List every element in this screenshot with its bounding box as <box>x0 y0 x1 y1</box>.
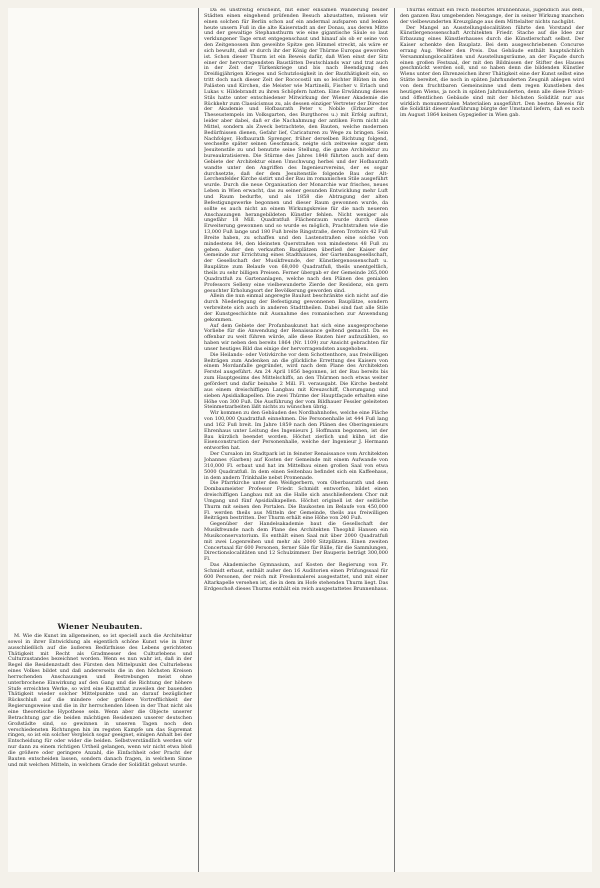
column-divider <box>198 8 199 872</box>
column-2-paragraph: Die Pfarrkirche unter den Weißgerbern, vom Oberbaurath und dem Dombaumeister Professor Friedr. Schmidt entworfen, bildet einen dreischiffigen Langbau mit an die Halle sich anschließendem Chor mit Umgang und fünf Apsidialkapellen. Höchst originell ist der seitliche Thurm mit seinen den Portalen. Die Baukosten im Belaufe von 450,000 Fl. werden theils aus Mitteln der Gemeinde, theils aus freiwilligen Beiträgen bestritten. Der Thurm erhält eine Höhe von 240 Fuß. <box>204 480 388 522</box>
column-3-paragraph: Thurms enthält ein reich möblirtes Brunnenhaus, jugendlich aus dem, den ganzen Bau umgebenden Neugange, der in seiner Wirkung manchen der vielbewunderten Kreuzgänge aus dem Mittelalter nichts nachgibt. <box>400 8 584 25</box>
column-1-top-space <box>8 8 192 622</box>
column-divider <box>394 8 395 872</box>
column-3 <box>400 8 584 872</box>
column-2-paragraph: Wir kommen zu den Gebäuden des Nordbahnhofes, welche eine Fläche von 100,000 Quadratfuß einnehmen. Die Personenhalle ist 444 Fuß lang und 162 Fuß breit. Im Jahre 1859 nach den Plänen des Oberingenieurs Ehrenhaus unter Leitung des Ingenieurs J. Hoffmann begonnen, ist der Bau kürzlich beendet worden. Höchst zierlich und kühn ist die Eisenconstruction der Personenhalle, welche der Ingenieur J. Hermann entworfen hat. <box>204 410 388 452</box>
column-2 <box>204 8 388 872</box>
column-2-paragraph: Da es unstreitig erscheint, mit einer einsamen Wanderung beider Städten einen eingehend prüfenden Besuch abzustatten, müssen wir einen solchen für Berlin schon auf ein andermal aufsparen und lenken heute unsern Fuß in die alte Kaiserstadt an der Donau, aus deren Mitte und der gewaltige Stephansthurm wie eine gigantische Säule so laut verklungener Tage ernst entgegenschaut und hinauf als ob er seine von den Zeitgenossen ihm geweihte Spitze gen Himmel streckt, als wäre er sich bewußt, daß er durch ihr der König der Thürme Europas geworden ist. Schon dieser Thurm ist ein Beweis dafür, daß Wien einst der Sitz einer der hervorragendsten Baustätten Deutschlands war und trat auch in der Zeit der Türkenkriege und bis nach Beendigung des Dreißigjährigen Krieges und Schutzlosigkeit in der Bauthätigkeit ein, so tritt doch nach dieser Zeit der Rococostil um so leichter Blüten in den Palästen und Kirchen, die Meister wie Martinelli, Fischer v. Erlach und Lukas v. Hildebrandt zu ihren Schöpfern hatten. Eine Erwähnung dieses Stils hatte unter entschiedener Mitwirkung der Wiener Akademie die Rückkehr zum Classicismus zu, als dessen einziger Vertreter der Director der Akademie und Hofbaurath Peter v. Nobile (Erbauer des Theseustempels im Volksgarten, des Burgthores u.) mit Erfolg auftrat, leider aber dabei, daß er die Nachahmung der antiken Form nicht als Mittel, sondern als Zweck betrachtete, den Bauten, welche modernen Bedürfnissen dienen, Gefahr lief, Caricaturen zu Wege zu bringen. Sein Nachfolger, Hofbaurath Sprenger, früher derselben Richtung folgend, wechselte später seinen Geschmack, neigte sich zeitweise sogar dem Jesuitenstile zu und benutzte seine Stellung, die ganze Architektur zu bureaukratisieren. Die Stürme des Jahres 1848 führten auch auf dem Gebiete der Architektur einen Umschwung herbei und der Hofbaurath wandte unter den Angriffen des Ingenieurvereins, der es sogar durchsetzte, daß der dem Jesuitenstile folgende Bau der Alt-Lerchenfelder Kirche sistirt und der Bau im romanischen Stile ausgeführt wurde. Durch die neue Organisation der Monarchie war frisches, neues Leben in Wien erwacht, das zu seiner gesunden Entwicklung mehr Luft und Raum bedurfte, und als 1858 die Abtragung der alten Befestigungswerke begonnen und dieser Raum gewonnen wurde, da sollte es auch nicht an einem Wirkungskreise für die nach neueren Anschauungen herangebildeten Künstler fehlen. Nicht weniger als ungefähr 18 Mill. Quadratfuß Flächenraum wurde durch diese Erweiterung gewonnen und so wurde es möglich, Prachtstraßen wie die 13,000 Fuß lange und 180 Fuß breite Ringstraße, deren Trottoirs 42 Fuß Breite haben, zu schaffen und den Lastenstraßen eine solche von mindestens 84, den kleinsten Querstraßen von mindestens 48 Fuß zu geben. Außer den verkauften Bauplätzen überließ der Kaiser der Gemeinde zur Errichtung eines Stadthauses, der Gartenbaugesellschaft, der Gesellschaft der Musikfreunde, der Künstlergenossenschaft u. Bauplätze zum Belaufe von 68,000 Quadratfuß, theils unentgeltlich, theils zu sehr billigen Preisen. Ferner übergab er der Gemeinde 265,000 Quadratfuß zu Gartenanlagen, welche nach den Plänen des genialen Professors Selleny eine vielbewunderte Zierde der Residenz, ein gern gesuchter Erholungsort der Bevölkerung geworden sind. <box>204 8 388 294</box>
column-2-paragraph: Allein die nun einmal angeregte Baulust beschränkte sich nicht auf die durch Niederlegung der Befestigung gewonnenen Bauplätze, sondern verbreitete sich auch in anderen Stadttheilen. Dabei sind fast alle Stile der Kunstgeschichte mit Ausnahme des romanischen zur Anwendung gekommen. <box>204 293 388 323</box>
column-2-paragraph: Auf dem Gebiete der Profanbaukunst hat sich eine ausgesprochene Vorliebe für die Anwendung der Renaissance geltend gemacht. Da es offenbar zu weit führen würde, alle diese Bauten hier aufzuzählen, so haben wir neben den bereits 1864 (Nr. 1109) zur Ansicht gebrachten für unser heutiges Bild das einige der hervorragendsten ausgehoben. <box>204 322 388 352</box>
section-title: Wiener Neubauten. <box>57 622 143 631</box>
column-2-paragraph: Die Heilands- oder Votivkirche vor dem Schottenthore, aus freiwilligen Beiträgen zum Andenken an die glückliche Errettung des Kaisers von einem Mordanfalle gegründet, wird nach dem Plane des Architekten Ferstel ausgeführt. Am 24 April 1856 begonnen, ist der Bau bereits bis zum Hauptgesims des Mittelschiffs, an den Thürmen noch etwas weiter gefördert und dafür beinahe 2 Mill. Fl. verausgabt. Die Kirche besteht aus einem dreischiffigen Langbau mit Kreuzschiff, Chorumgang und sieben Apsidialkapellen. Die zwei Thürme der Hauptfaçade erhalten eine Höhe von 300 Fuß. Die Ausführung der vom Bildhauer Fessler geleiteten Steinmetzarbeiten läßt nichts zu wünschen übrig. <box>204 351 388 411</box>
column-2-paragraph: Der Cursalon im Stadtpark ist in feinster Renaissance vom Architekten Johannes (Garben) auf Kosten der Gemeinde mit einem Aufwande von 310,000 Fl. erbaut und hat im Mittelbau einen großen Saal von etwa 5000 Quadratfuß. In dem einen Seitenbau befindet sich ein Kaffeehaus, in dem andern Trinkhalle nebst Promenade. <box>204 451 388 481</box>
column-2-paragraph: Gegenüber der Handelsakademie baut die Gesellschaft der Musikfreunde nach dem Plane des Architekten Theophil Hansen ein Musikconservatorium. Es enthält einen Saal mit über 2000 Quadratfuß mit zwei Logenreihen und mehr als 2000 Sitzplätzen. Einen zweiten Concertsaal für 600 Personen, ferner Säle für Bälle, für die Sammlungen, Directionslocalitäten und 12 Schulzimmer. Der Bauperis beträgt 300,000 Fl. <box>204 521 388 563</box>
column-1-paragraph: M. Wie die Kunst im allgemeinen, so ist speciell auch die Architektur sowol in ihrer Entwicklung als eigentlich schöne Kunst wie in ihrer ausschließlich auf die äußeren Bedürfnisse des Lebens gerichteten Thätigkeit mit Recht als Gradmesser des Culturlebens und Culturzustandes bezeichnet worden. Wenn es nun wahr ist, daß in der Regel die Residenzstadt des Fürsten den Mittelpunkt des Culturlebens eines Volkes bildet und daß andererseits die in den höchsten Kreisen herrschenden Anschauungen und Bestrebungen meist ohne unterbrochene Einwirkung auf den Gang und die Richtung der höhere Stufe erreichten Werke, so wird eine Kunstthat zuweilen der bauenden Thätigkeit wieder solcher Mittelpunkte und an darauf bezüglicher Rückschluß auf die mindere oder größere Vortrefflichkeit der Regierungsweise und die in ihr herrschenden Ideen in der That nicht als eine theoretische Hypothese sein. Wenn aber die Objecte unserer Betrachtung gar die beiden mächtigen Residenzen unserer deutschen Großstädte sind, so gewinnen in unseren Tagen noch den verschiedensten Richtungen hin im regsten Kampfe um das Supremat ringen, so ist ein solcher Vergleich sogar geeignet, einigen Anhalt bei der Entscheidung für oder wider die beiden. Selbstverständlich werden wir nur dann zu einem richtigen Urtheil gelangen, wenn wir nicht etwa bloß die größere oder geringere Anzahl, die Einfachheit oder Pracht der Bauten entscheiden lassen, sondern danach fragen, in welchem Sinne und mit welchen Mitteln, in welchem Grade der Solidität gebaut wurde. <box>8 633 192 768</box>
column-2-paragraph: Das Akademische Gymnasium, auf Kosten der Regierung von Fr. Schmidt erbaut, enthält außer den 16 Auditorien einen Prüfungssaal für 600 Personen, der reich mit Freskomalerei ausgestattet, und mit einer Altarkapelle versehen ist, die in dem im Hofe stehenden Thurm liegt. Das Erdgeschoß dieses Thurms enthält ein reich ausgestattetes Brunnenhaus. <box>204 562 388 592</box>
newspaper-page <box>8 8 592 872</box>
column-3-paragraph: Der Mangel an Ausstellungslocalitäten führte den Vorstand der Künstlergenossenschaft Architekten Friedr. Stache auf die Idee zur Erbauung eines Künstlerhauses durch die Künstlerschaft selbst. Der Kaiser schenkte den Bauplatz. Bei dem ausgeschriebenen Concurse errang Aug. Weber den Preis. Das Gebäude enthält hauptsächlich Versammlungslocalitäten und Ausstellungsräume, an der Façade durch einen großen Festsaal, der mit den Bildnissen der Stifter des Hauses geschmückt werden soll, und so haben denn die bildenden Künstler Wiens unter den Ehrenzeichen ihrer Thätigkeit eine der Kunst selbst eine Stätte bereitet, die noch in späten Jahrhunderten Zeugniß ablegen wird von dem fruchtbaren Gemeinsinne und dem regen Kunstleben des heutigen Wiens, ja noch in späten Jahrhunderten, denn alle diese Privat- und öffentlichen Gebäude sind mit der höchsten Solidität nur aus wirklich monumentalen Materialien ausgeführt. Den besten Beweis für die Solidität dieser Ausführung bürgte der Umstand liefern, daß es noch im August 1864 keinen Gypsgießer in Wien gab. <box>400 24 584 119</box>
column-1 <box>8 8 192 872</box>
